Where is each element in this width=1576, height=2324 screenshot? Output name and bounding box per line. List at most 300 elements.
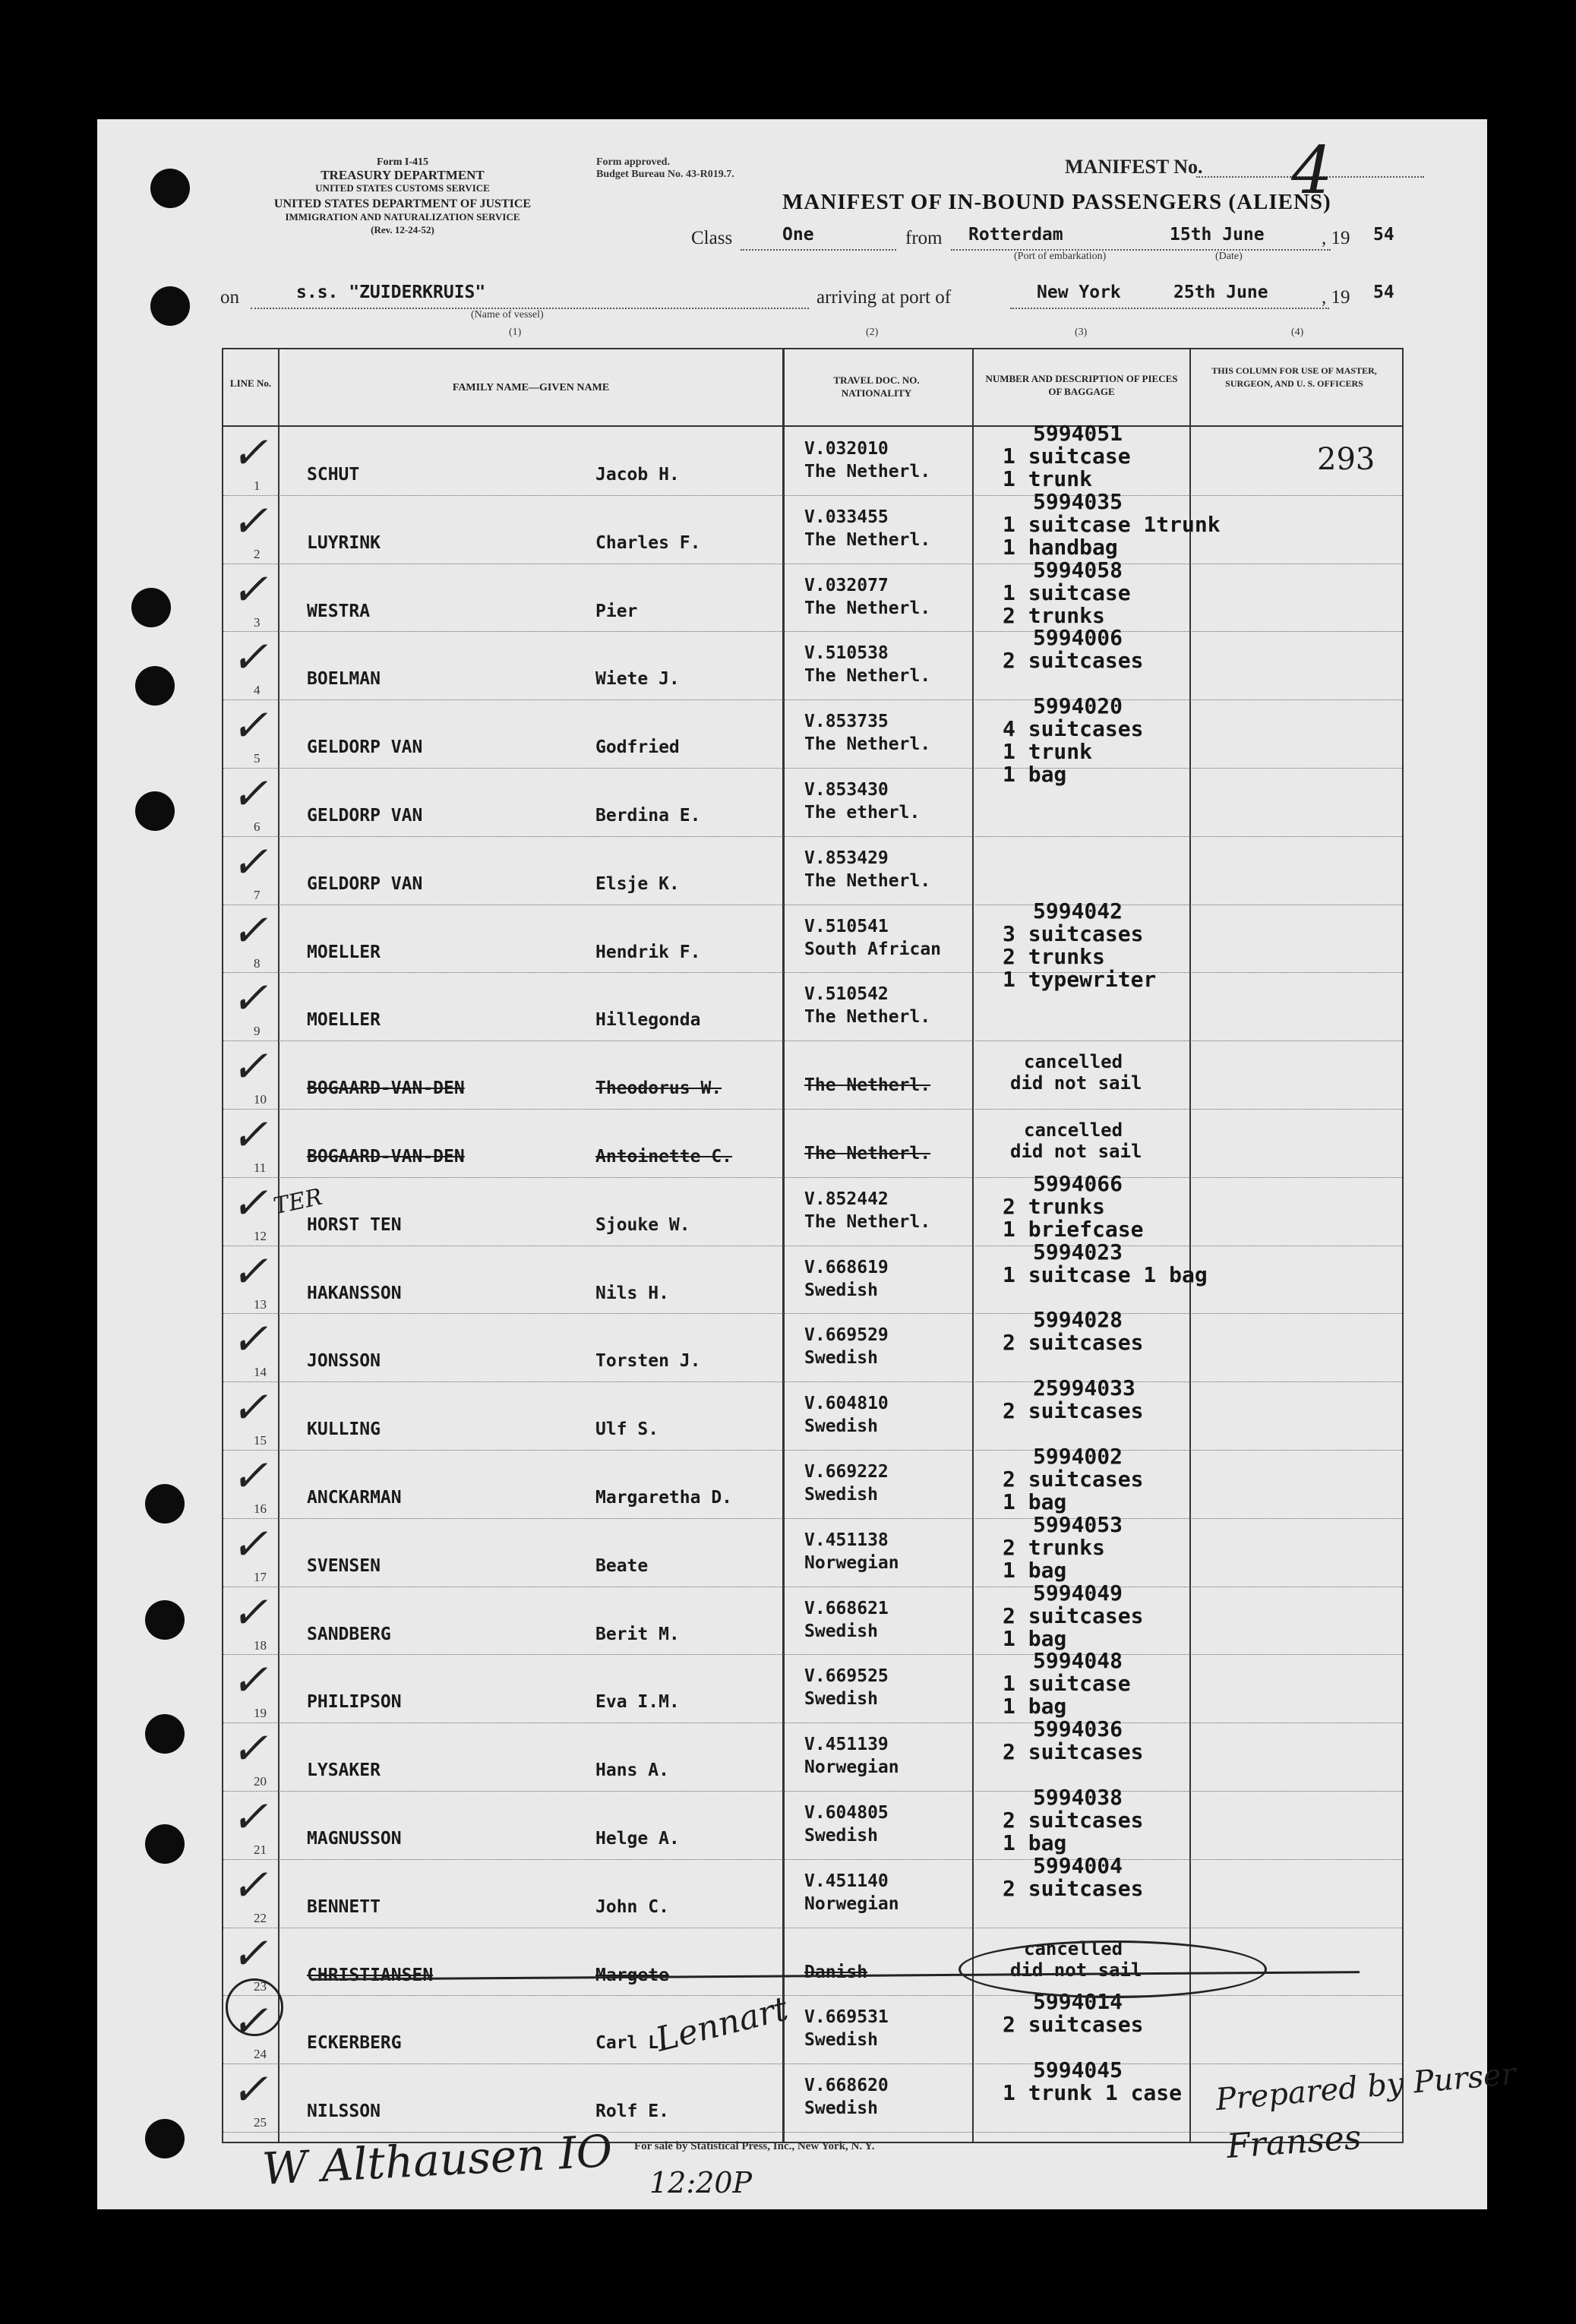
signature-inspector: W Althausen IO — [261, 2124, 614, 2196]
binding-hole — [145, 1484, 185, 1524]
nationality: Norwegian — [804, 1552, 899, 1573]
given-name: Hendrik F. — [595, 942, 701, 962]
baggage-item: 1 bag — [1003, 1625, 1067, 1651]
family-name: SANDBERG — [307, 1624, 391, 1644]
given-name: Helge A. — [595, 1829, 680, 1849]
family-name: CHRISTIANSEN — [307, 1965, 434, 1985]
baggage-ticket-number: 5994048 — [1033, 1648, 1123, 1674]
line-number: 23 — [254, 1978, 267, 1994]
travel-doc — [804, 1529, 899, 1574]
baggage-ticket-number: 5994049 — [1033, 1580, 1123, 1606]
officer-note: 293 — [1317, 442, 1375, 477]
signature-time: 12:20P — [649, 2166, 753, 2199]
travel-doc-number: V.510538 — [804, 643, 889, 664]
col-number-2: (2) — [866, 327, 879, 338]
check-mark: ✓ — [231, 1040, 268, 1093]
family-name: ECKERBERG — [307, 2033, 402, 2054]
check-mark: ✓ — [231, 1176, 268, 1229]
baggage-item: 1 handbag — [1003, 534, 1118, 560]
travel-doc — [804, 437, 930, 483]
nationality: Norwegian — [804, 1757, 899, 1778]
baggage-item: cancelled — [1024, 1051, 1123, 1073]
baggage-item: 1 trunk 1 case — [1003, 2080, 1183, 2106]
baggage-item: 2 trunks — [1003, 943, 1105, 969]
from-line — [951, 249, 1331, 251]
table-row — [223, 557, 1402, 633]
travel-doc — [804, 1324, 889, 1369]
travel-doc — [804, 1119, 930, 1165]
nationality: The Netherl. — [804, 598, 931, 618]
travel-doc — [804, 847, 930, 892]
baggage-item: 1 bag — [1003, 1557, 1067, 1583]
baggage-item: did not sail — [1010, 1072, 1142, 1094]
baggage-description — [987, 1650, 1131, 1718]
check-mark: ✓ — [231, 1517, 268, 1570]
nationality: The Netherl. — [804, 870, 931, 891]
travel-doc-number: V.853429 — [804, 848, 889, 868]
travel-doc — [804, 1460, 889, 1506]
baggage-item: 1 bag — [1003, 1694, 1067, 1719]
given-name: Berit M. — [595, 1624, 680, 1644]
binding-hole — [135, 791, 175, 831]
family-name: GELDORP VAN — [307, 873, 423, 894]
table-row — [223, 1989, 1402, 2064]
travel-doc-number: V.604805 — [804, 1803, 889, 1823]
line-number: 2 — [254, 546, 261, 561]
table-row — [223, 1785, 1402, 1860]
baggage-ticket-number: 5994036 — [1033, 1716, 1123, 1742]
family-name: BOELMAN — [307, 669, 381, 690]
header-travel-doc: TRAVEL DOC. NO. NATIONALITY — [833, 374, 920, 399]
family-name: SVENSEN — [307, 1555, 381, 1576]
justice-dept: UNITED STATES DEPARTMENT OF JUSTICE — [273, 197, 532, 210]
baggage-description — [987, 1170, 1144, 1242]
nationality: The Netherl. — [804, 1144, 931, 1164]
travel-doc — [804, 1733, 899, 1779]
baggage-description — [987, 1377, 1143, 1423]
baggage-description — [987, 1718, 1143, 1764]
signature-purser-line2: Franses — [1225, 2117, 1363, 2167]
table-row — [223, 1170, 1402, 1246]
travel-doc-number: V.510542 — [804, 984, 889, 1005]
baggage-description — [987, 1582, 1143, 1650]
date-caption: (Date) — [1215, 251, 1243, 262]
baggage-ticket-number: 5994051 — [1033, 421, 1123, 446]
check-mark: ✓ — [231, 699, 268, 752]
given-name: Carl L. — [595, 2033, 669, 2054]
travel-doc-number: V.669529 — [804, 1325, 889, 1346]
baggage-ticket-number: 5994023 — [1033, 1239, 1123, 1265]
baggage-ticket-number: 5994004 — [1033, 1852, 1123, 1878]
binding-hole — [135, 666, 175, 706]
nationality: The Netherl. — [804, 529, 931, 550]
travel-doc-number: V.451140 — [804, 1871, 889, 1891]
travel-doc-number — [804, 1051, 930, 1074]
nationality: Swedish — [804, 1485, 878, 1505]
travel-doc-number: V.669531 — [804, 2007, 889, 2028]
table-row — [223, 1716, 1402, 1792]
travel-doc — [804, 1051, 930, 1097]
check-mark: ✓ — [231, 1381, 268, 1434]
travel-doc-number — [804, 1938, 867, 1961]
check-mark: ✓ — [231, 1450, 268, 1501]
header-line-no: LINE No. — [229, 377, 272, 389]
nationality: Swedish — [804, 1689, 878, 1710]
from-year: 54 — [1373, 225, 1394, 245]
travel-doc — [804, 1392, 889, 1438]
given-name: Antoinette C. — [595, 1147, 733, 1167]
line-number: 14 — [254, 1365, 267, 1380]
binding-hole — [145, 2119, 185, 2158]
table-row — [223, 1040, 1402, 1110]
table-row — [223, 1580, 1402, 1656]
travel-doc — [804, 1256, 889, 1302]
travel-doc-number: V.852442 — [804, 1189, 889, 1209]
budget-bureau: Budget Bureau No. 43-R019.7. — [596, 169, 734, 180]
handwritten-ter: TER — [271, 1183, 325, 1220]
baggage-item: 2 suitcases — [1003, 1467, 1144, 1492]
given-name: Pier — [595, 601, 638, 621]
check-mark: ✓ — [231, 1791, 268, 1842]
nationality: Swedish — [804, 2030, 878, 2051]
check-mark: ✓ — [231, 2063, 268, 2116]
given-name: Beate — [595, 1555, 649, 1576]
nationality: The Netherl. — [804, 462, 931, 482]
baggage-item: 1 bag — [1003, 1489, 1067, 1514]
line-number: 20 — [254, 1774, 267, 1789]
given-name: Hillegonda — [595, 1010, 701, 1031]
check-mark: ✓ — [231, 972, 268, 1025]
signature-purser-line1: Prepared by Purser — [1214, 2056, 1518, 2118]
header-name: FAMILY NAME—GIVEN NAME — [452, 382, 610, 393]
line-number: 16 — [254, 1501, 267, 1516]
family-name: NILSSON — [307, 2101, 381, 2122]
given-name: Rolf E. — [595, 2101, 669, 2122]
baggage-item: 2 suitcases — [1003, 1602, 1144, 1628]
baggage-item: 1 bag — [1003, 762, 1067, 788]
class-label: Class — [691, 228, 733, 248]
baggage-item: 1 typewriter — [1003, 966, 1157, 992]
from-date: 15th June — [1170, 225, 1265, 245]
from-port: Rotterdam — [968, 225, 1063, 245]
line-number: 12 — [254, 1228, 267, 1243]
ins-service: IMMIGRATION AND NATURALIZATION SERVICE — [285, 211, 520, 223]
class-line — [741, 249, 896, 251]
class-value: One — [782, 225, 814, 245]
line-number: 7 — [254, 887, 261, 902]
form-approved: Form approved. — [596, 156, 670, 168]
table-row — [223, 1375, 1402, 1451]
manifest-no-value: 4 — [1291, 133, 1333, 209]
given-name: Berdina E. — [595, 806, 701, 826]
given-name: Eva I.M. — [595, 1692, 680, 1713]
baggage-item: 1 suitcase — [1003, 444, 1131, 469]
baggage-ticket-number: 5994035 — [1033, 488, 1123, 514]
table-row — [223, 488, 1402, 564]
travel-doc-number: V.668621 — [804, 1598, 889, 1618]
family-name: GELDORP VAN — [307, 806, 423, 826]
baggage-description — [987, 1511, 1123, 1583]
travel-doc — [804, 1597, 889, 1643]
check-mark: ✓ — [231, 768, 268, 819]
travel-doc-number: V.853735 — [804, 712, 889, 732]
header-baggage: NUMBER AND DESCRIPTION OF PIECES OF BAGGAGE — [985, 373, 1178, 397]
line-23-circle — [226, 1978, 283, 2036]
baggage-description — [987, 1445, 1143, 1514]
travel-doc — [804, 642, 930, 687]
nationality: Danish — [804, 1962, 868, 1982]
table-row — [223, 1511, 1402, 1587]
line-number: 15 — [254, 1433, 267, 1448]
line-number: 10 — [254, 1092, 267, 1107]
travel-doc — [804, 915, 941, 961]
baggage-ticket-number: 5994045 — [1033, 2057, 1123, 2083]
given-name: Torsten J. — [595, 1351, 701, 1372]
nationality: The Netherl. — [804, 1211, 931, 1232]
given-name: Godfried — [595, 737, 680, 758]
binding-hole — [145, 1824, 185, 1864]
binding-hole — [131, 588, 171, 627]
travel-doc-number: V.451138 — [804, 1530, 889, 1550]
baggage-item: 2 trunks — [1003, 1534, 1105, 1560]
footer-statistical-press: For sale by Statistical Press, Inc., New York, N. Y. — [634, 2140, 875, 2152]
baggage-description — [987, 488, 1221, 560]
travel-doc — [804, 1188, 930, 1233]
line-number: 8 — [254, 955, 261, 971]
table-row — [223, 625, 1402, 700]
treasury-dept: TREASURY DEPARTMENT — [321, 168, 485, 182]
family-name: BOGAARD-VAN-DEN — [307, 1147, 465, 1167]
check-mark: ✓ — [231, 1586, 268, 1638]
baggage-item: 1 briefcase — [1003, 1216, 1144, 1242]
given-name: Ulf S. — [595, 1419, 659, 1440]
travel-doc-number: V.669222 — [804, 1462, 889, 1482]
col-number-4: (4) — [1291, 327, 1304, 338]
baggage-description — [987, 1241, 1208, 1287]
baggage-item: 1 suitcase 1 bag — [1003, 1261, 1208, 1287]
baggage-item: 2 suitcases — [1003, 1330, 1144, 1356]
baggage-item: 2 suitcases — [1003, 1739, 1144, 1765]
baggage-ticket-number: 5994042 — [1033, 898, 1123, 924]
family-name: SCHUT — [307, 465, 360, 485]
line-number: 21 — [254, 1842, 267, 1857]
baggage-ticket-number: 5994020 — [1033, 693, 1123, 719]
family-name: BENNETT — [307, 1896, 381, 1917]
check-mark: ✓ — [231, 835, 268, 888]
baggage-item: 2 suitcases — [1003, 1875, 1144, 1901]
check-mark: ✓ — [231, 904, 268, 956]
baggage-item: 4 suitcases — [1003, 716, 1144, 742]
check-mark: ✓ — [231, 1109, 268, 1160]
nationality: The Netherl. — [804, 1007, 931, 1028]
baggage-item: 2 suitcases — [1003, 2012, 1144, 2038]
check-mark: ✓ — [231, 631, 268, 684]
arrival-line — [1010, 308, 1329, 309]
baggage-ticket-number: 5994006 — [1033, 625, 1123, 651]
travel-doc — [804, 2006, 889, 2051]
baggage-ticket-number: 25994033 — [1033, 1375, 1135, 1401]
arrival-date: 25th June — [1173, 283, 1268, 302]
family-name: MOELLER — [307, 1010, 381, 1031]
travel-doc-number: V.510541 — [804, 916, 889, 936]
family-name: MAGNUSSON — [307, 1829, 402, 1849]
col-number-1: (1) — [509, 327, 522, 338]
family-name: PHILIPSON — [307, 1692, 402, 1713]
family-name: JONSSON — [307, 1351, 381, 1372]
nationality: Swedish — [804, 1621, 878, 1641]
travel-doc — [804, 1665, 889, 1710]
travel-doc-number: V.604810 — [804, 1394, 889, 1414]
baggage-item: 2 suitcases — [1003, 1398, 1144, 1424]
nationality: Swedish — [804, 1348, 878, 1369]
given-name: Hans A. — [595, 1760, 669, 1781]
family-name: LYSAKER — [307, 1760, 381, 1781]
from-year-prefix: , 19 — [1322, 228, 1350, 248]
baggage-description — [987, 1309, 1143, 1354]
baggage-item: 1 suitcase — [1003, 579, 1131, 605]
baggage-description — [987, 422, 1131, 491]
table-row — [223, 768, 1402, 837]
line-number: 1 — [254, 478, 261, 493]
binding-hole — [150, 169, 190, 208]
line-number: 13 — [254, 1296, 267, 1312]
baggage-description — [987, 1852, 1144, 1901]
baggage-item: did not sail — [1010, 1141, 1142, 1162]
baggage-item: 1 bag — [1003, 1830, 1067, 1855]
travel-doc — [804, 574, 930, 620]
baggage-description — [987, 559, 1131, 627]
line-number: 25 — [254, 2115, 267, 2130]
line-number: 19 — [254, 1706, 267, 1721]
travel-doc — [804, 710, 930, 756]
baggage-description — [987, 1786, 1143, 1855]
family-name: HAKANSSON — [307, 1283, 402, 1303]
travel-doc — [804, 778, 920, 824]
vessel-caption: (Name of vessel) — [471, 309, 544, 320]
header-officers: THIS COLUMN FOR USE OF MASTER, SURGEON, AND U. S. OFFICERS — [1211, 365, 1377, 389]
from-label: from — [905, 228, 943, 248]
on-label: on — [220, 287, 239, 308]
baggage-item: 1 suitcase — [1003, 1671, 1131, 1697]
table-row — [223, 693, 1402, 788]
table-row — [223, 972, 1402, 1041]
nationality: The Netherl. — [804, 1075, 931, 1096]
nationality: The Netherl. — [804, 734, 931, 755]
baggage-item: did not sail — [1010, 1959, 1142, 1981]
binding-hole — [150, 286, 190, 326]
arriving-label: arriving at port of — [816, 287, 952, 308]
family-name: HORST TEN — [307, 1214, 402, 1235]
family-name: WESTRA — [307, 601, 371, 621]
arrival-year-prefix: , 19 — [1322, 287, 1350, 308]
table-row — [223, 1444, 1402, 1519]
line-number: 22 — [254, 1910, 267, 1925]
travel-doc-number: V.853430 — [804, 780, 889, 800]
check-mark: ✓ — [231, 427, 268, 478]
travel-doc — [804, 983, 930, 1028]
baggage-ticket-number: 5994053 — [1033, 1511, 1123, 1537]
nationality: The Netherl. — [804, 666, 931, 687]
table-row — [223, 836, 1402, 905]
check-mark: ✓ — [231, 1995, 268, 2048]
baggage-ticket-number: 5994066 — [1033, 1170, 1123, 1196]
given-name: Theodorus W. — [595, 1078, 722, 1099]
baggage-ticket-number: 5994038 — [1033, 1785, 1123, 1810]
family-name: LUYRINK — [307, 532, 381, 553]
handwritten-lennart: Lennart — [652, 1989, 792, 2060]
check-mark: ✓ — [231, 1245, 268, 1297]
nationality: Swedish — [804, 1826, 878, 1846]
approval-block — [596, 156, 734, 181]
travel-doc-number: V.033455 — [804, 507, 889, 527]
baggage-item: 2 trunks — [1003, 1193, 1105, 1219]
baggage-item: 2 trunks — [1003, 602, 1105, 628]
table-header — [223, 349, 1402, 427]
baggage-ticket-number: 5994002 — [1033, 1444, 1123, 1469]
nationality: The etherl. — [804, 803, 921, 823]
baggage-item: 2 suitcases — [1003, 1808, 1144, 1833]
table-row — [223, 1852, 1402, 1928]
line-number: 9 — [254, 1024, 261, 1039]
line-number: 5 — [254, 751, 261, 766]
check-mark: ✓ — [231, 563, 268, 615]
travel-doc-number: V.032010 — [804, 439, 889, 459]
travel-doc-number — [804, 1119, 930, 1142]
passenger-table — [222, 348, 1404, 2143]
given-name: Wiete J. — [595, 669, 680, 690]
family-name: KULLING — [307, 1419, 381, 1440]
check-mark: ✓ — [231, 1858, 268, 1911]
manifest-title: MANIFEST OF IN-BOUND PASSENGERS (ALIENS) — [782, 190, 1331, 214]
binding-hole — [145, 1600, 185, 1640]
travel-doc-number: V.668620 — [804, 2076, 889, 2096]
check-mark: ✓ — [231, 1313, 268, 1366]
family-name: BOGAARD-VAN-DEN — [307, 1078, 465, 1099]
arrival-port: New York — [1037, 283, 1121, 302]
nationality: Swedish — [804, 1280, 878, 1300]
baggage-item: cancelled — [1024, 1937, 1123, 1959]
given-name: Charles F. — [595, 532, 701, 553]
line-number: 17 — [254, 1569, 267, 1584]
line-number: 11 — [254, 1160, 267, 1175]
table-row — [223, 421, 1402, 496]
check-mark: ✓ — [231, 1722, 268, 1775]
line-number: 18 — [254, 1637, 267, 1653]
nationality: Norwegian — [804, 1893, 899, 1914]
baggage-item: 3 suitcases — [1003, 920, 1144, 946]
baggage-ticket-number: 5994014 — [1033, 1989, 1123, 2015]
given-name: John C. — [595, 1896, 669, 1917]
given-name: Jacob H. — [595, 465, 680, 485]
baggage-item: 1 trunk — [1003, 466, 1093, 491]
table-row — [223, 898, 1402, 992]
line-number: 4 — [254, 683, 261, 698]
given-name: Margete — [595, 1965, 669, 1985]
port-embark-caption: (Port of embarkation) — [1014, 251, 1107, 262]
table-row — [223, 1648, 1402, 1723]
arrival-year: 54 — [1373, 283, 1394, 302]
travel-doc-number: V.668619 — [804, 1257, 889, 1277]
baggage-item: 1 suitcase 1trunk — [1003, 511, 1221, 537]
table-row — [223, 1307, 1402, 1382]
manifest-no-label: MANIFEST No. — [1065, 156, 1203, 178]
baggage-ticket-number: 5994028 — [1033, 1307, 1123, 1333]
customs-service: UNITED STATES CUSTOMS SERVICE — [315, 182, 490, 194]
family-name: MOELLER — [307, 942, 381, 962]
table-row — [223, 1239, 1402, 1315]
travel-doc — [804, 1801, 889, 1847]
family-name: GELDORP VAN — [307, 737, 423, 758]
